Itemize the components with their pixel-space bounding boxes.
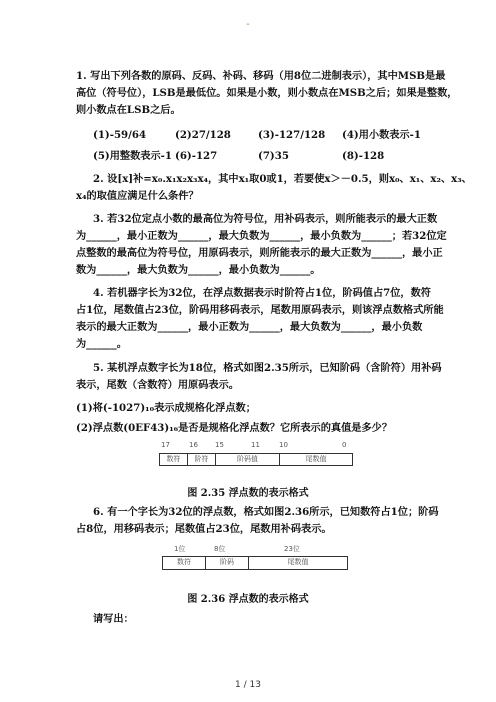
q5-sub-1: (1)将(-1027)₁₀表示成规格化浮点数； bbox=[76, 402, 256, 414]
bit-label: 15 bbox=[215, 441, 224, 449]
field-cell: 尾数值 bbox=[305, 455, 327, 463]
q1-item-2: (2)27/128 bbox=[175, 129, 231, 141]
figure-2-35-format-box bbox=[159, 453, 353, 466]
q5-line-2: 表示，尾数（含数符）用原码表示。 bbox=[76, 379, 239, 391]
figure-2-35-bit-labels bbox=[159, 441, 353, 453]
figure-2-36 bbox=[162, 544, 348, 570]
bit-label: 16 bbox=[189, 441, 198, 449]
bit-label: 8位 bbox=[214, 545, 226, 553]
q1-line-1: 1. 写出下列各数的原码、反码、补码、移码（用8位二进制表示），其中MSB是最 bbox=[76, 70, 446, 82]
field-cell: 阶码值 bbox=[216, 454, 280, 465]
q1-item-3: (3)-127/128 bbox=[258, 129, 326, 141]
q2-line-2: x₄的取值应满足什么条件？ bbox=[76, 190, 199, 202]
bit-label: 1位 bbox=[174, 545, 186, 553]
field-cell: 数符 bbox=[160, 454, 188, 465]
ask-line: 请写出： bbox=[93, 613, 134, 625]
figure-2-35-caption: 图 2.35 浮点数的表示格式 bbox=[187, 488, 309, 499]
q4-line-2: 占1位，尾数值占23位，阶码用移码表示，尾数用原码表示，则该浮点数格式所能 bbox=[76, 304, 444, 316]
q3-line-2: 为______，最小正数为______，最大负数为______，最小负数为______；若32位定 bbox=[76, 230, 447, 242]
bit-label: 11 bbox=[251, 441, 260, 449]
q1-line-3: 则小数点在LSB之后。 bbox=[76, 104, 181, 116]
bit-label: 10 bbox=[279, 441, 288, 449]
figure-2-36-caption: 图 2.36 浮点数的表示格式 bbox=[187, 594, 309, 605]
field-cell: 尾数值 bbox=[287, 558, 309, 566]
q2-line-1: 2. 设[x]补=x₀.x₁x₂x₃x₄，其中x₁取0或1，若要使x＞－0.5，则x₀、x₁、x₂、x₃、 bbox=[93, 173, 472, 185]
q4-line-4: 为______。 bbox=[76, 338, 127, 350]
page-number: 1 / 13 bbox=[235, 680, 261, 690]
q1-item-4: (4)用小数表示-1 bbox=[342, 129, 421, 141]
figure-2-35 bbox=[159, 441, 353, 466]
q6-line-2: 占8位，用移码表示；尾数值占23位，尾数用补码表示。 bbox=[76, 523, 332, 535]
q4-line-1: 4. 若机器字长为32位，在浮点数据表示时阶符占1位，阶码值占7位，数符 bbox=[93, 287, 431, 299]
q3-line-4: 数为______，最大负数为______，最小负数为______。 bbox=[76, 264, 321, 276]
figure-2-36-format-box bbox=[162, 556, 348, 570]
q5-line-1: 5. 某机浮点数字长为18位，格式如图2.35所示，已知阶码（含阶符）用补码 bbox=[93, 362, 442, 374]
q4-line-3: 表示的最大正数为______，最小正数为______，最大负数为______，最小负数 bbox=[76, 321, 423, 333]
field-cell: 阶符 bbox=[188, 454, 216, 465]
q1-item-1: (1)-59/64 bbox=[93, 129, 147, 141]
q1-item-7: (7)35 bbox=[258, 150, 289, 162]
figure-2-36-bit-labels bbox=[162, 544, 348, 556]
q1-line-2: 高位（符号位），LSB是最低位。如果是小数，则小数点在MSB之后；如果是整数， bbox=[76, 87, 458, 99]
q5-sub-2: (2)浮点数(0EF43)₁₆是否是规格化浮点数？它所表示的真值是多少？ bbox=[76, 422, 393, 434]
header-mark: - bbox=[246, 19, 250, 30]
bit-label: 23位 bbox=[284, 545, 300, 553]
q1-item-8: (8)-128 bbox=[342, 150, 385, 162]
q3-line-1: 3. 若32位定点小数的最高位为符号位，用补码表示，则所能表示的最大正数 bbox=[93, 213, 438, 225]
q3-line-3: 点整数的最高位为符号位，用原码表示，则所能表示的最大正数为______，最小正 bbox=[76, 247, 443, 259]
q1-item-6: (6)-127 bbox=[175, 150, 218, 162]
field-cell: 数符 bbox=[163, 557, 206, 569]
q1-item-5: (5)用整数表示-1 bbox=[93, 150, 172, 162]
bit-label: 17 bbox=[161, 441, 170, 449]
field-cell: 阶码 bbox=[206, 557, 249, 569]
bit-label: 0 bbox=[342, 441, 347, 449]
q6-line-1: 6. 有一个字长为32位的浮点数，格式如图2.36所示，已知数符占1位；阶码 bbox=[93, 506, 439, 518]
